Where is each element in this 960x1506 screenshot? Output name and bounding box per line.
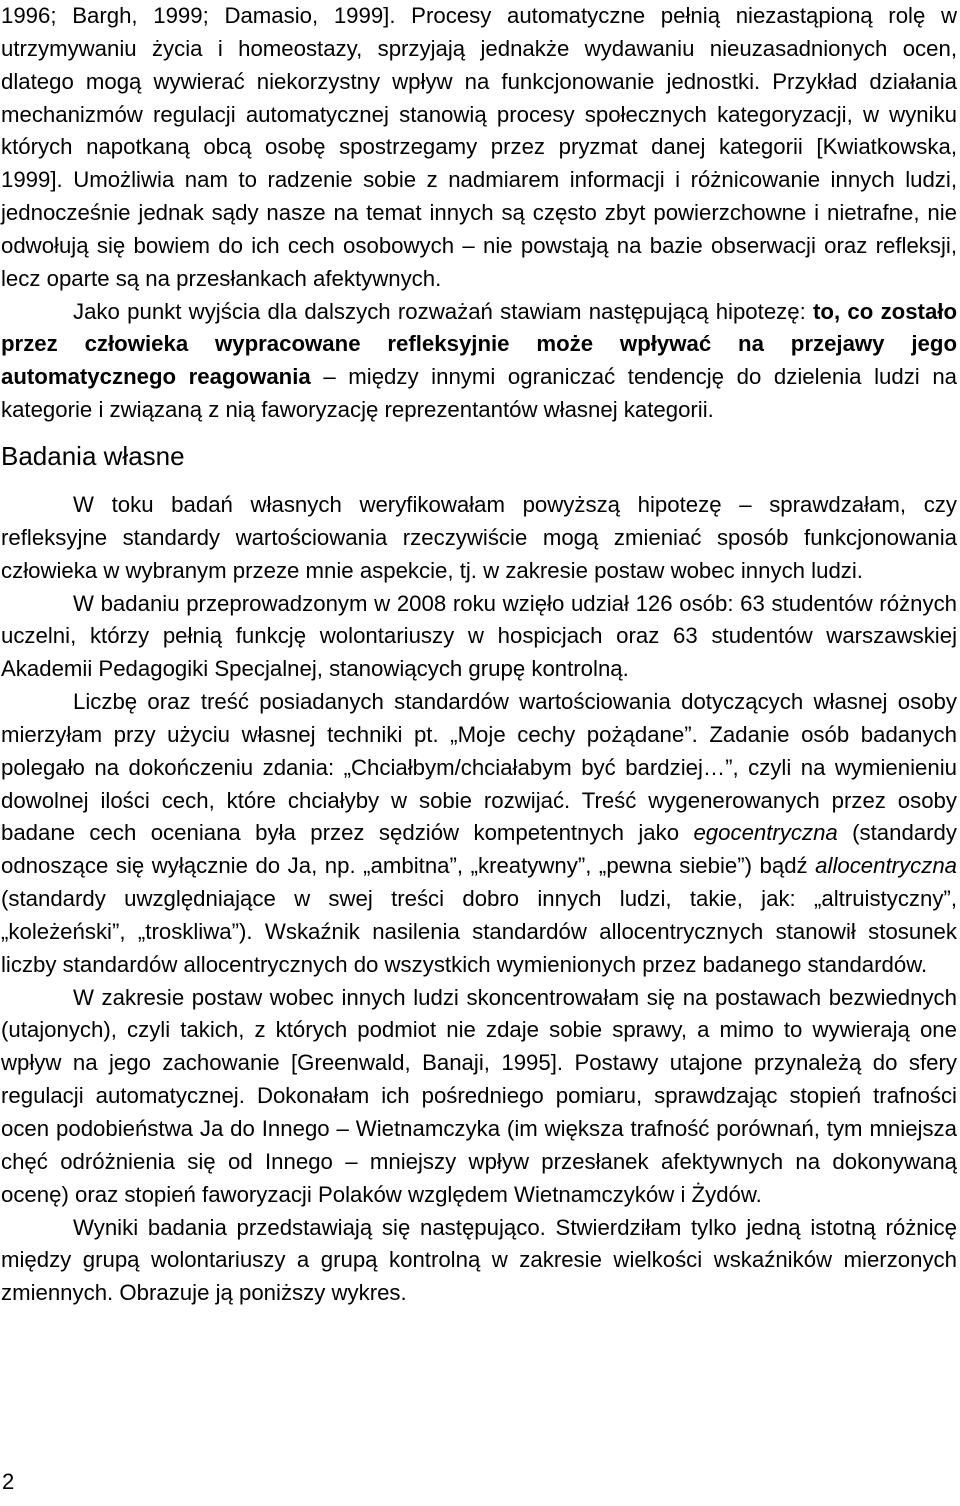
section-heading: Badania własne — [1, 440, 185, 471]
paragraph-measures — [1, 686, 957, 982]
measures-italic-egocentric: egocentryczna — [693, 820, 838, 846]
paragraph-intro: 1996; Bargh, 1999; Damasio, 1999]. Procesy automatyczne pełnią niezastąpioną rolę w utrzymywaniu życia i homeostazy, sprzyjają jednakże wydawaniu nieuzasadnionych ocen, dlatego mogą wywierać niekorzystny wpływ na funkcjonowanie jednostki. Przykład działania mechanizmów regulacji automatycznej stanowią procesy społecznych kategoryzacji, w wyniku których napotkaną obcą osobę spostrzegamy przez pryzmat danej kategorii [Kwiatkowska, 1999]. Umożliwia nam to radzenie sobie z nadmiarem informacji i różnicowanie innych ludzi, jednocześnie jednak sądy nasze na temat innych są często zbyt powierzchowne i nietrafne, nie odwołują się bowiem do ich cech osobowych – nie powstają na bazie obserwacji oraz refleksji, lecz oparte są na przesłankach afektywnych. — [1, 3, 957, 291]
paragraph-results: Wyniki badania przedstawiają się następująco. Stwierdziłam tylko jedną istotną różnicę między grupą wolontariuszy a grupą kontrolną w zakresie wielkości wskaźników mierzonych zmiennych. Obrazuje ją poniższy wykres. — [1, 1214, 957, 1306]
page-number: 2 — [2, 1469, 15, 1494]
document-page — [1, 0, 957, 1310]
measures-text-c: (standardy uwzględniające w swej treści dobro innych ludzi, takie, jak: „altruistyczny”, „koleżeński”, „troskliwa”). Wskaźnik nasilenia standardów allocentrycznych stanowił stosunek liczby standardów allocentrycznych do wszystkich wymienionych przez badanego standardów. — [1, 886, 957, 977]
hypothesis-bold-text: to, co zostało przez człowieka wypracowane refleksyjnie może wpływać na przejawy jego automatycznego reagowania — [1, 298, 957, 390]
measures-text-a: Liczbę oraz treść posiadanych standardów wartościowania dotyczących własnej osoby mierzyłam przy użyciu własnej techniki pt. „Moje cechy pożądane”. Zadanie osób badanych polegało na dokończeniu zdania: „Chciałbym/chciałabym być bardziej…”, czyli na wymienieniu dowolnej ilości cech, które chciałyby w sobie rozwijać. Treść wygenerowanych przez osoby badane cech oceniana była przez sędziów kompetentnych jako — [1, 689, 957, 846]
hypothesis-end-text: – między innymi ograniczać tendencję do dzielenia ludzi na kategorie i związaną z nią faworyzację reprezentantów własnej kategorii. — [1, 364, 957, 423]
paragraph-participants: W badaniu przeprowadzonym w 2008 roku wzięło udział 126 osób: 63 studentów różnych uczelni, którzy pełnią funkcję wolontariuszy w hospicjach oraz 63 studentów warszawskiej Akademii Pedagogiki Specjalnej, stanowiących grupę kontrolną. — [1, 590, 957, 682]
measures-text-b: (standardy odnoszące się wyłącznie do Ja, np. „ambitna”, „kreatywny”, „pewna siebie”) bądź — [1, 820, 957, 879]
paragraph-hypothesis — [1, 296, 957, 427]
paragraph-research-aim: W toku badań własnych weryfikowałam powyższą hipotezę – sprawdzałam, czy refleksyjne standardy wartościowania rzeczywiście mogą zmieniać sposób funkcjonowania człowieka w wybranym przeze mnie aspekcie, tj. w zakresie postaw wobec innych ludzi. — [1, 491, 957, 583]
measures-italic-allocentric: allocentryczna — [815, 853, 957, 879]
hypothesis-lead-text: Jako punkt wyjścia dla dalszych rozważań stawiam następującą hipotezę: — [73, 298, 814, 324]
paragraph-attitudes: W zakresie postaw wobec innych ludzi skoncentrowałam się na postawach bezwiednych (utajonych), czyli takich, z których podmiot nie zdaje sobie sprawy, a mimo to wywierają one wpływ na jego zachowanie [Greenwald, Banaji, 1995]. Postawy utajone przynależą do sfery regulacji automatycznej. Dokonałam ich pośredniego pomiaru, sprawdzając stopień trafności ocen podobieństwa Ja do Innego – Wietnamczyka (im większa trafność porównań, tym mniejsza chęć odróżnienia się od Innego – mniejszy wpływ przesłanek afektywnych na dokonywaną ocenę) oraz stopień faworyzacji Polaków względem Wietnamczyków i Żydów. — [1, 984, 957, 1207]
